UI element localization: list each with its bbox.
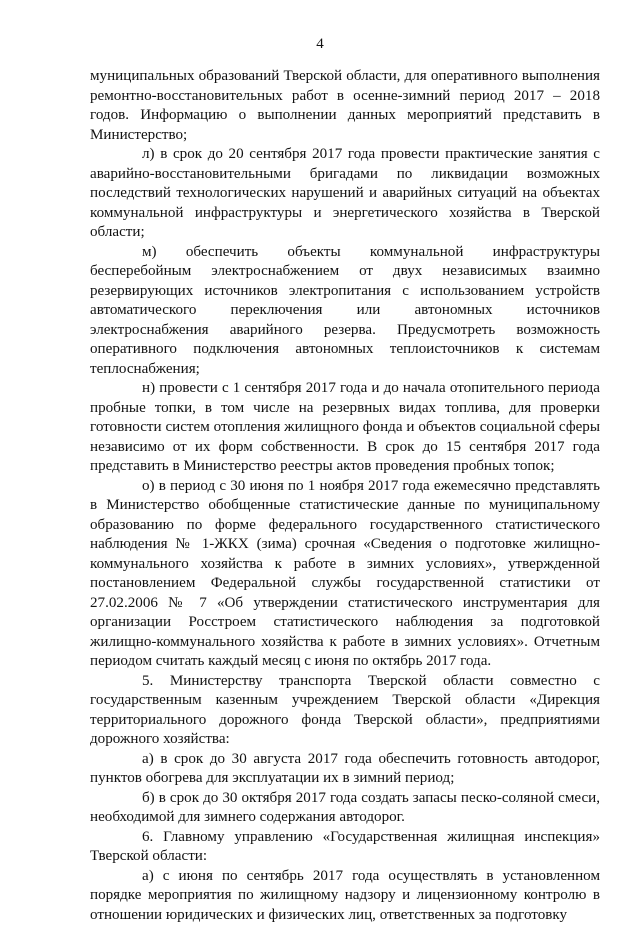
paragraph-item-6a: а) с июня по сентябрь 2017 года осуществлять в установленном порядке мероприятия по жилищному надзору и лицензионному контролю в отношении юридических и физических лиц, ответственных за подготовку [90, 867, 600, 925]
paragraph-item-5b: б) в срок до 30 октября 2017 года создать запасы песко-соляной смеси, необходимой для зимнего содержания автодорог. [90, 789, 600, 828]
paragraph-continuation: муниципальных образований Тверской области, для оперативного выполнения ремонтно-восстановительных работ в осенне-зимний период 2017 – 2018 годов. Информацию о выполнении данных мероприятий представить в Министерство; [90, 67, 600, 145]
paragraph-item-o: о) в период с 30 июня по 1 ноября 2017 года ежемесячно представлять в Министерство обобщенные статистические данные по муниципальному образованию по форме федерального государственного статистического наблюдения № 1-ЖКХ (зима) срочная «Сведения о подготовке жилищно-коммунального хозяйства к работе в зимних условиях», утвержденной постановлением Федеральной службы государственной статистики от 27.02.2006 № 7 «Об утверждении статистического инструментария для организации Росстроем статистического наблюдения за подготовкой жилищно-коммунального хозяйства к работе в зимних условиях». Отчетным периодом считать каждый месяц с июня по октябрь 2017 года. [90, 477, 600, 672]
paragraph-item-m: м) обеспечить объекты коммунальной инфраструктуры бесперебойным электроснабжением от двух независимых взаимно резервирующих источников электропитания с использованием устройств автоматического переключения или автономных источников электроснабжения аварийного резерва. Предусмотреть возможность оперативного подключения автономных теплоисточников к системам теплоснабжения; [90, 243, 600, 380]
document-body [90, 67, 600, 925]
paragraph-item-n: н) провести с 1 сентября 2017 года и до начала отопительного периода пробные топки, в том числе на резервных видах топлива, для проверки готовности систем отопления жилищного фонда и объектов социальной сферы независимо от их форм собственности. В срок до 15 сентября 2017 года представить в Министерство реестры актов проведения пробных топок; [90, 379, 600, 477]
paragraph-item-5a: а) в срок до 30 августа 2017 года обеспечить готовность автодорог, пунктов обогрева для эксплуатации их в зимний период; [90, 750, 600, 789]
paragraph-section-5: 5. Министерству транспорта Тверской области совместно с государственным казенным учреждением Тверской области «Дирекция территориального дорожного фонда Тверской области», предприятиями дорожного хозяйства: [90, 672, 600, 750]
paragraph-section-6: 6. Главному управлению «Государственная жилищная инспекция» Тверской области: [90, 828, 600, 867]
page-number: 4 [0, 36, 640, 53]
paragraph-item-l: л) в срок до 20 сентября 2017 года провести практические занятия с аварийно-восстановительными бригадами по ликвидации возможных последствий технологических нарушений и аварийных ситуаций на объектах коммунальной инфраструктуры и энергетического хозяйства в Тверской области; [90, 145, 600, 243]
